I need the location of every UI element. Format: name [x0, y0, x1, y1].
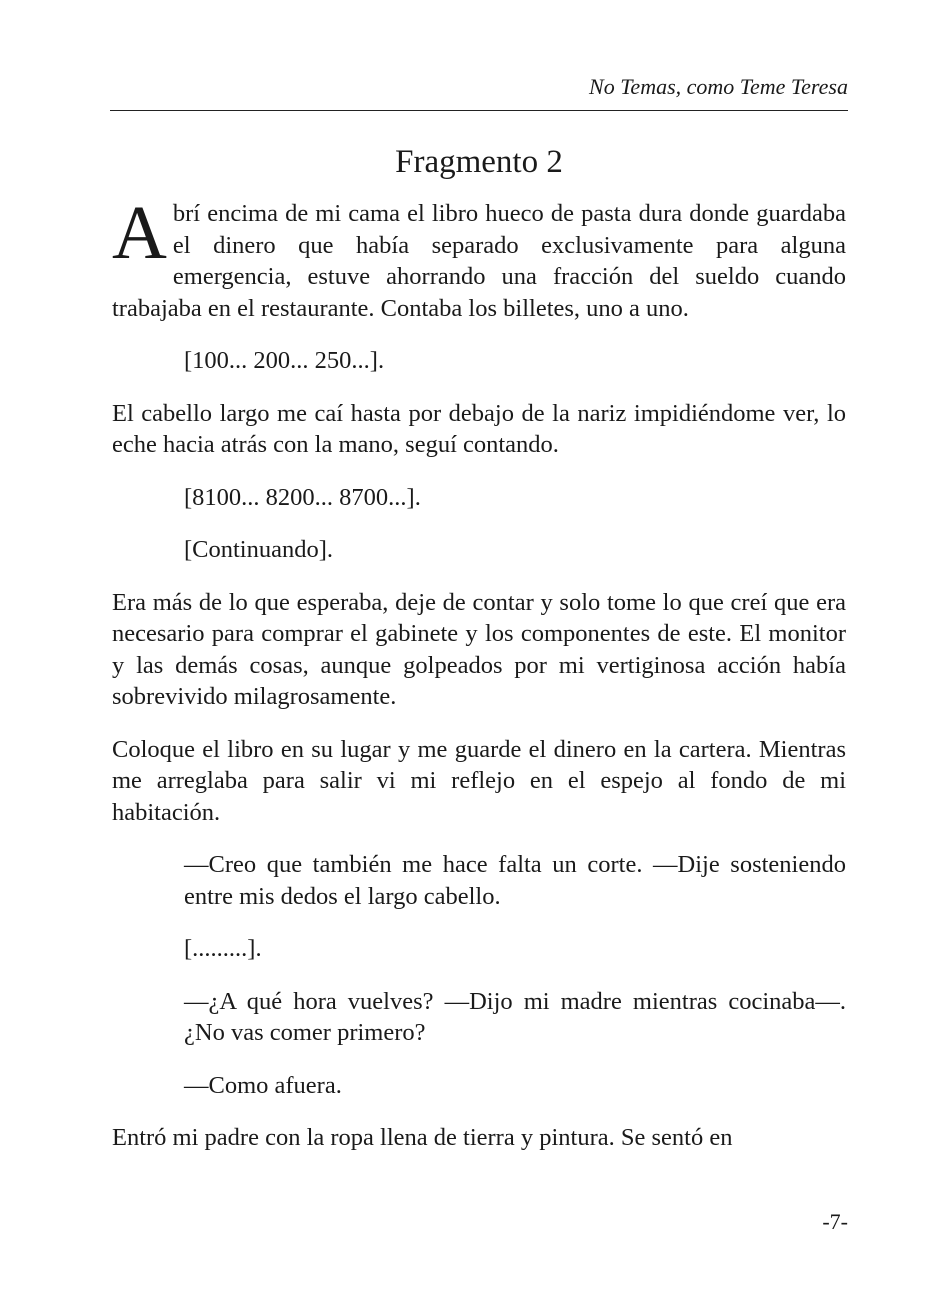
dialogue-line: —Como afuera.: [184, 1071, 342, 1099]
body-text: [112, 191, 846, 1175]
paragraph: Era más de lo que esperaba, deje de contar y solo tome lo que creí que era necesario para comprar el gabinete y los componentes de este. El monitor y las demás cosas, aunque golpeados por mi vertiginosa acción había sobrevivido milagrosamente.: [112, 588, 846, 710]
count-line: [100... 200... 250...].: [184, 347, 385, 374]
dialogue-line: —¿A qué hora vuelves? —Dijo mi madre mientras cocinaba—. ¿No vas comer primero?: [184, 987, 846, 1046]
paragraph-text: brí encima de mi cama el libro hueco de pasta dura donde guardaba el dinero que había separado exclusivamente para alguna emergencia, estuve ahorrando una fracción del sueldo cuando trabajaba en el restaurante. Contaba los billetes, uno a uno.: [112, 200, 846, 322]
paragraph: Entró mi padre con la ropa llena de tierra y pintura. Se sentó en: [112, 1124, 733, 1151]
header-rule: [110, 110, 848, 111]
dialogue-line: [.........].: [184, 935, 262, 962]
count-line: [8100... 8200... 8700...].: [184, 483, 421, 511]
paragraph-1: [112, 191, 846, 324]
count-line: [Continuando].: [184, 536, 334, 563]
chapter-title: Fragmento 2: [395, 144, 563, 180]
page-number: -7-: [822, 1209, 848, 1234]
paragraph: El cabello largo me caí hasta por debajo de la nariz impidiéndome ver, lo eche hacia atrás con la mano, seguí contando.: [112, 399, 846, 458]
drop-cap: A: [112, 191, 167, 275]
running-header: No Temas, como Teme Teresa: [589, 74, 848, 99]
dialogue-line: —Creo que también me hace falta un corte. —Dije sosteniendo entre mis dedos el largo cabello.: [184, 851, 846, 910]
paragraph: Coloque el libro en su lugar y me guarde el dinero en la cartera. Mientras me arreglaba para salir vi mi reflejo en el espejo al fondo de mi habitación.: [112, 735, 846, 826]
